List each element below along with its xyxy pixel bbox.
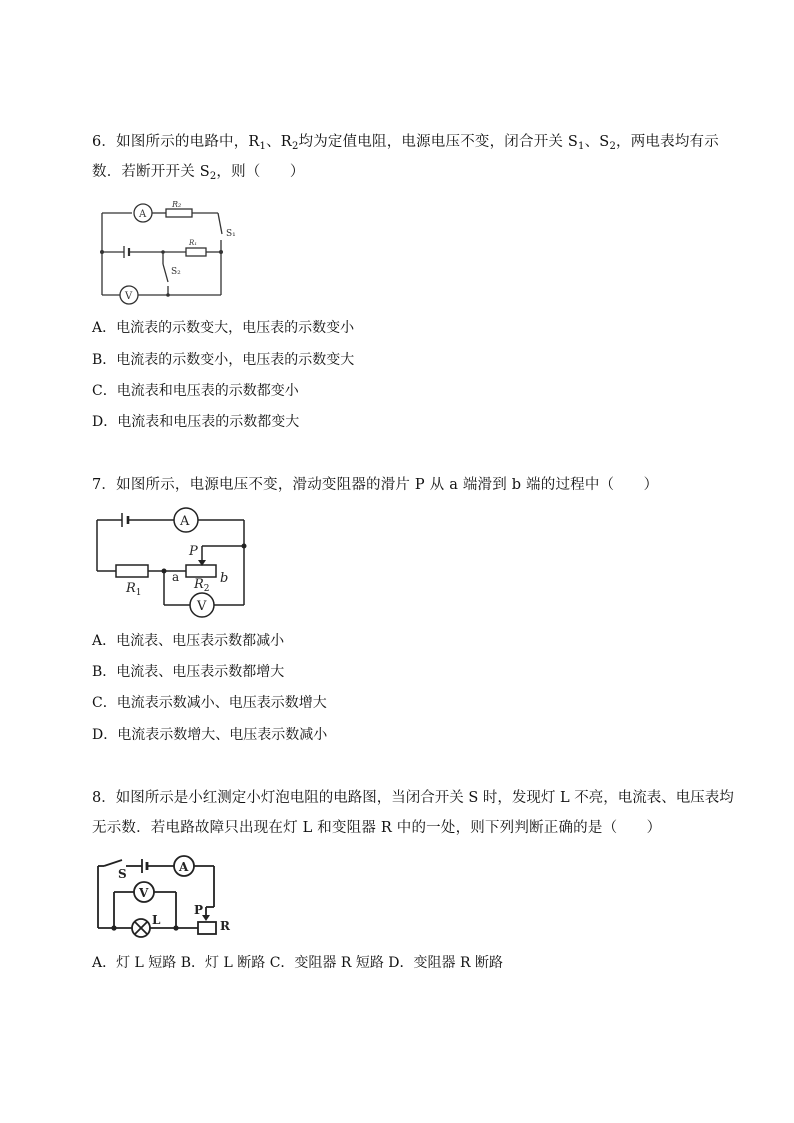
q6-stem-line1: 6．如图所示的电路中，$R_1$、$R_2$均为定值电阻，电源电压不变，闭合开关 $S_1$、$S_2$，两电表均有示 [92, 134, 719, 152]
q6-stem-line2: 数．若断开开关 $S_2$，则（ ） [92, 164, 305, 182]
q8-circuit-diagram [94, 852, 244, 942]
q7-voltmeter-label: V [197, 599, 207, 614]
q8-r-label: R [220, 919, 230, 933]
q6-s1-label: S₁ [226, 229, 236, 239]
q6-option-c[interactable]: C．电流表和电压表的示数都变小 [92, 383, 299, 399]
q8-lamp-label: L [152, 913, 161, 927]
q6-voltmeter-label: V [125, 291, 133, 302]
q6-option-b[interactable]: B．电流表的示数变小，电压表的示数变大 [92, 352, 355, 368]
q7-a-label: a [172, 570, 180, 584]
q8-p-label: P [194, 903, 204, 917]
q7-b-label: b [220, 571, 229, 586]
q6-s2-label: S₂ [171, 267, 181, 277]
q7-p-label: P [189, 544, 198, 559]
q7-option-c[interactable]: C．电流表示数减小、电压表示数增大 [92, 695, 327, 711]
q6-r2-label: R₂ [172, 200, 182, 209]
q7-r2-label: $R_2$ [194, 577, 210, 594]
q6-option-a[interactable]: A．电流表的示数变大，电压表的示数变小 [92, 320, 355, 336]
q8-switch-label: S [118, 867, 127, 881]
q7-stem: 7．如图所示，电源电压不变，滑动变阻器的滑片 P 从 a 端滑到 b 端的过程中（ ） [92, 477, 659, 493]
q7-r1-label: $R_1$ [126, 581, 142, 598]
q6-ammeter-label: A [139, 209, 147, 220]
q6-r1-label: R₁ [189, 239, 198, 247]
q8-ammeter-label: A [179, 860, 189, 874]
q8-stem-line1: 8．如图所示是小红测定小灯泡电阻的电路图，当闭合开关 S 时，发现灯 L 不亮，电流表、电压表均 [92, 790, 734, 806]
q7-ammeter-label: A [180, 514, 190, 529]
q8-voltmeter-label: V [139, 886, 149, 900]
q8-stem-line2: 无示数．若电路故障只出现在灯 L 和变阻器 R 中的一处，则下列判断正确的是（ ） [92, 820, 662, 836]
q7-option-d[interactable]: D．电流表示数增大、电压表示数减小 [92, 727, 328, 743]
q6-circuit-diagram [96, 198, 246, 304]
q8-options[interactable]: A．灯 L 短路 B．灯 L 断路 C．变阻器 R 短路 D．变阻器 R 断路 [92, 955, 503, 971]
q7-option-b[interactable]: B．电流表、电压表示数都增大 [92, 664, 285, 680]
q6-option-d[interactable]: D．电流表和电压表的示数都变大 [92, 414, 300, 430]
q7-circuit-diagram [94, 508, 254, 618]
q7-option-a[interactable]: A．电流表、电压表示数都减小 [92, 633, 285, 649]
